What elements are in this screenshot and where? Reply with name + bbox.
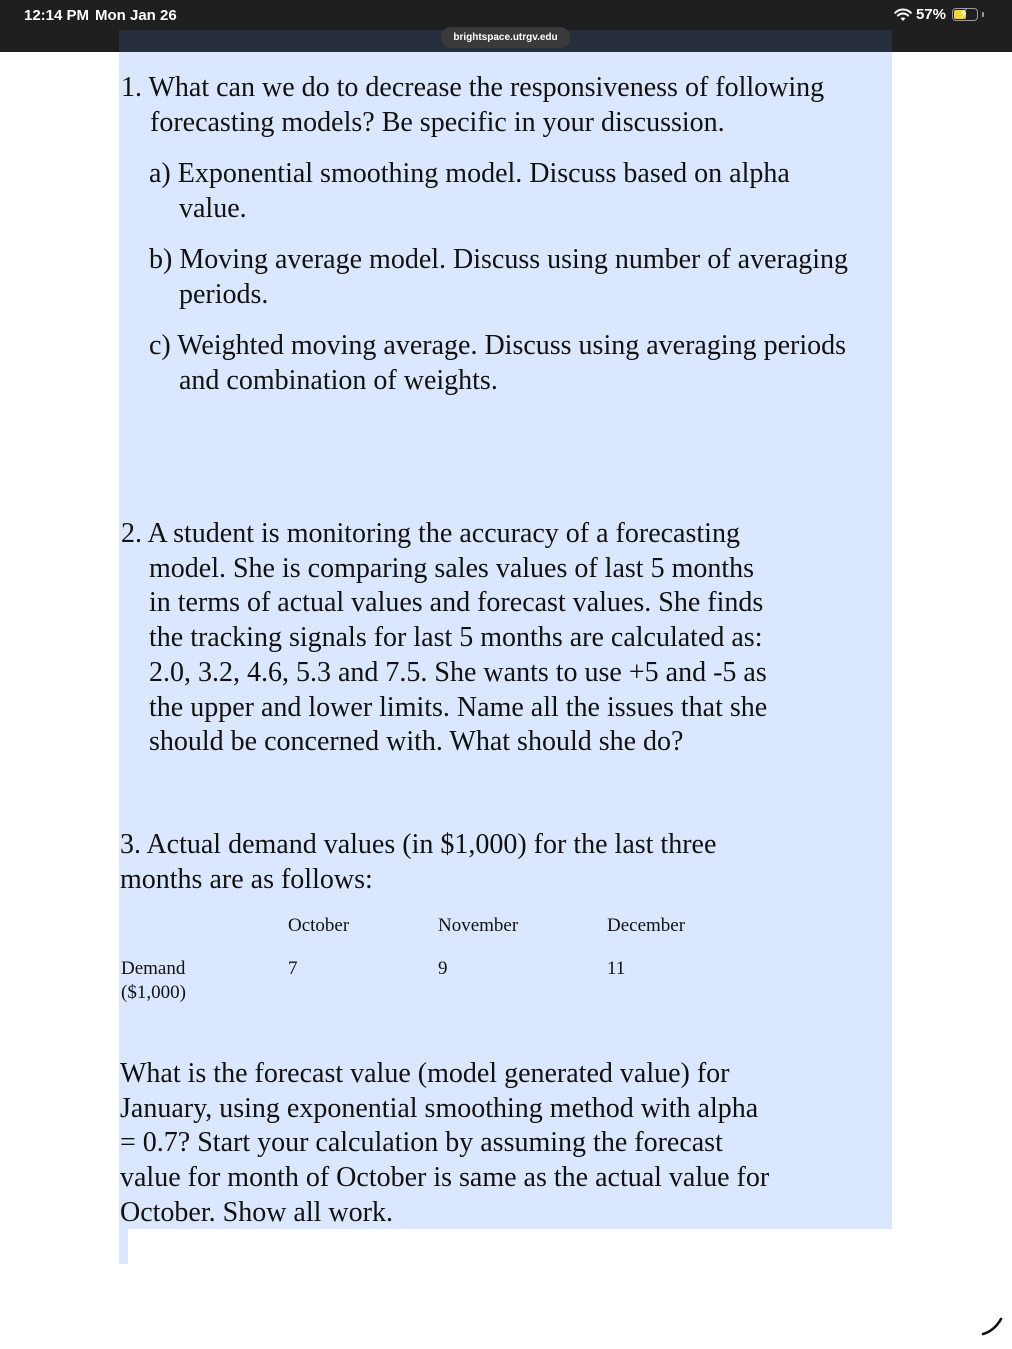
q1-line-1: 1. What can we do to decrease the responsiveness of following <box>121 72 825 103</box>
table-header-october: October <box>288 915 350 936</box>
table-cell-november: 9 <box>438 958 448 979</box>
q2-line-7: should be concerned with. What should she do? <box>149 726 684 758</box>
question-1 <box>121 71 824 140</box>
q2-line-4: the tracking signals for last 5 months are calculated as: <box>149 622 763 654</box>
table-cell-december: 11 <box>607 958 626 979</box>
q2-line-3: in terms of actual values and forecast values. She finds <box>149 587 764 619</box>
question-2 <box>121 517 767 760</box>
q3-question-line-3: = 0.7? Start your calculation by assuming the forecast <box>120 1127 723 1159</box>
q3-question-line-4: value for month of October is same as the actual value for <box>120 1162 770 1194</box>
q2-line-5: 2.0, 3.2, 4.6, 5.3 and 7.5. She wants to use +5 and -5 as <box>149 656 767 688</box>
table-header-november: November <box>438 915 519 936</box>
q1-line-2: forecasting models? Be specific in your discussion. <box>150 106 725 138</box>
q1a-line-2: value. <box>179 192 247 224</box>
q2-line-6: the upper and lower limits. Name all the issues that she <box>149 691 768 723</box>
table-cell-october: 7 <box>288 958 298 979</box>
question-1c <box>149 329 846 398</box>
q1b-line-2: periods. <box>179 278 269 310</box>
table-header-december: December <box>607 915 686 936</box>
q3-intro-line-2: months are as follows: <box>120 863 373 895</box>
status-time: 12:14 PM <box>24 7 90 24</box>
scroll-indicator-icon[interactable] <box>980 1313 1004 1337</box>
question-3-intro <box>120 828 716 897</box>
table-row-label-line-1: Demand <box>121 958 186 979</box>
table-row-label-line-2: ($1,000) <box>121 982 186 1003</box>
q1c-line-1: c) Weighted moving average. Discuss using averaging periods <box>149 330 847 361</box>
q3-question-line-2: January, using exponential smoothing method with alpha <box>120 1092 759 1124</box>
q2-line-2: model. She is comparing sales values of last 5 months <box>149 552 755 584</box>
charging-bolt-icon: ⚡ <box>959 6 969 21</box>
q2-line-1: 2. A student is monitoring the accuracy of a forecasting <box>121 518 740 549</box>
q3-intro-line-1: 3. Actual demand values (in $1,000) for the last three <box>120 829 717 860</box>
q1c-line-2: and combination of weights. <box>179 364 498 396</box>
question-3-prompt <box>120 1057 769 1231</box>
q1a-line-1: a) Exponential smoothing model. Discuss based on alpha <box>149 158 790 189</box>
battery-percent: 57% <box>915 6 946 23</box>
q3-question-line-5: October. Show all work. <box>120 1196 393 1228</box>
question-1a <box>149 157 790 226</box>
question-1b <box>149 243 848 312</box>
q1b-line-1: b) Moving average model. Discuss using number of averaging <box>149 244 849 275</box>
status-date: Mon Jan 26 <box>95 7 177 24</box>
url-bar[interactable]: brightspace.utrgv.edu <box>441 27 570 48</box>
q3-question-line-1: What is the forecast value (model generated value) for <box>120 1058 730 1089</box>
